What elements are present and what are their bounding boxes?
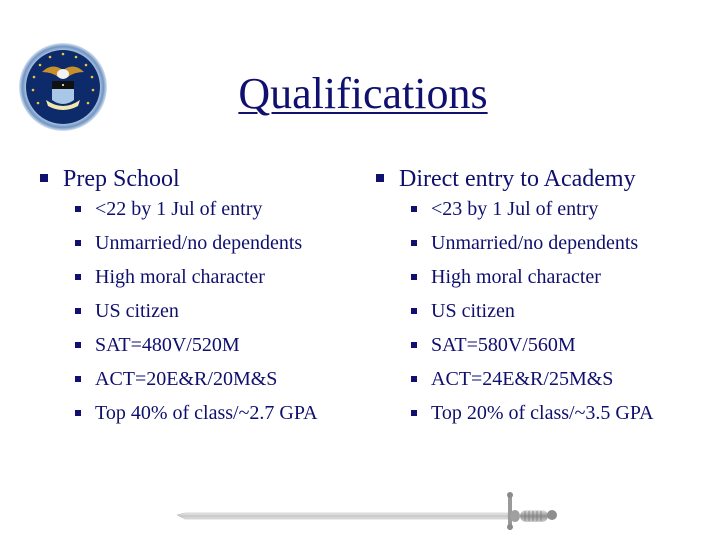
list-item: ACT=24E&R/25M&S	[411, 368, 706, 391]
square-bullet-icon	[75, 240, 81, 246]
sword-icon	[175, 490, 565, 530]
square-bullet-icon	[411, 410, 417, 416]
square-bullet-icon	[75, 410, 81, 416]
list-item: Top 20% of class/~3.5 GPA	[411, 402, 706, 425]
square-bullet-icon	[411, 342, 417, 348]
prep-school-list	[40, 198, 360, 425]
square-bullet-icon	[411, 274, 417, 280]
prep-school-column	[40, 162, 360, 436]
list-item: Top 40% of class/~2.7 GPA	[75, 402, 360, 425]
square-bullet-icon	[376, 174, 384, 182]
list-item: SAT=480V/520M	[75, 334, 360, 357]
list-item: <23 by 1 Jul of entry	[411, 198, 706, 221]
square-bullet-icon	[411, 206, 417, 212]
square-bullet-icon	[411, 308, 417, 314]
direct-entry-list	[376, 198, 706, 425]
square-bullet-icon	[411, 240, 417, 246]
list-item: SAT=580V/560M	[411, 334, 706, 357]
slide-title: Qualifications	[238, 69, 488, 118]
square-bullet-icon	[75, 206, 81, 212]
list-item: US citizen	[411, 300, 706, 323]
square-bullet-icon	[75, 376, 81, 382]
list-item: US citizen	[75, 300, 360, 323]
square-bullet-icon	[75, 342, 81, 348]
list-item: High moral character	[411, 266, 706, 289]
square-bullet-icon	[40, 174, 48, 182]
list-item: ACT=20E&R/20M&S	[75, 368, 360, 391]
square-bullet-icon	[75, 308, 81, 314]
direct-entry-heading: Direct entry to Academy	[376, 162, 706, 196]
prep-school-heading: Prep School	[40, 162, 360, 196]
list-item: Unmarried/no dependents	[75, 232, 360, 255]
list-item: High moral character	[75, 266, 360, 289]
square-bullet-icon	[75, 274, 81, 280]
list-item: Unmarried/no dependents	[411, 232, 706, 255]
list-item: <22 by 1 Jul of entry	[75, 198, 360, 221]
direct-entry-column	[376, 162, 706, 436]
square-bullet-icon	[411, 376, 417, 382]
